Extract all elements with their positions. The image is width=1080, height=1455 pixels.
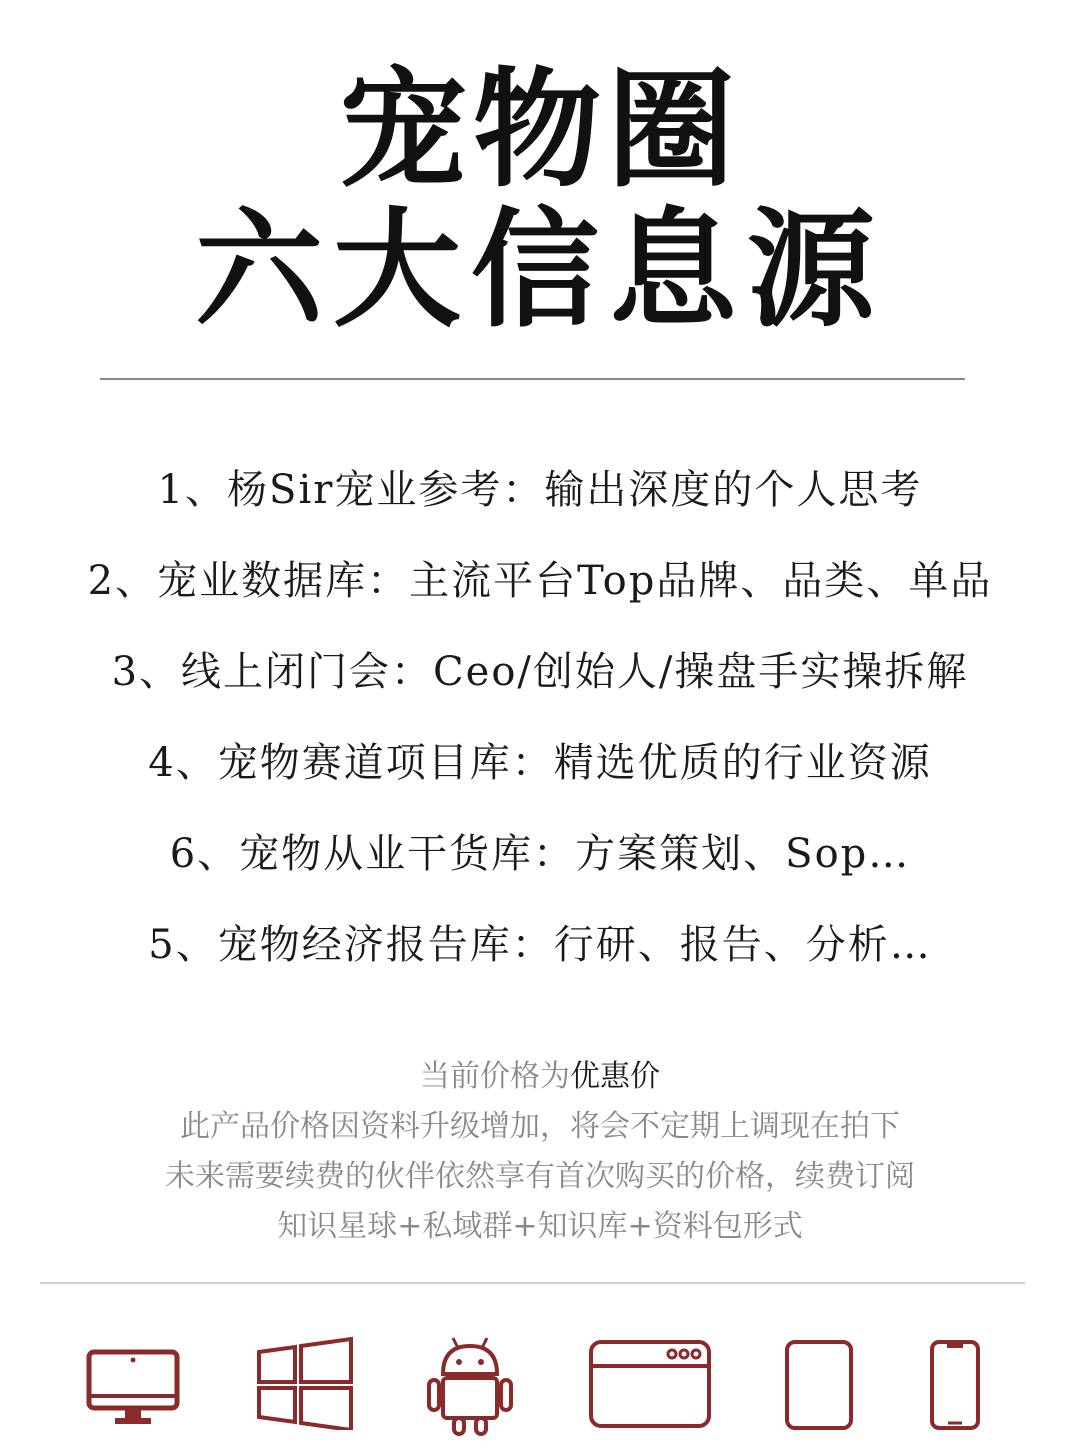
title-line-2: 六大信息源: [194, 195, 885, 345]
title-line-1: 宠物圈: [338, 55, 741, 205]
browser-icon: [588, 1330, 712, 1430]
top-divider: [100, 378, 965, 380]
list-item: 5、宠物经济报告库：行研、报告、分析…: [148, 922, 932, 968]
list-item: 6、宠物从业干货库：方案策划、Sop…: [169, 831, 911, 877]
info-source-list: [0, 455, 1080, 1001]
list-item: 4、宠物赛道项目库：精选优质的行业资源: [148, 740, 932, 786]
price-note-line-1: [0, 1052, 1080, 1102]
price-note-line-4: 知识星球+私域群+知识库+资料包形式: [277, 1209, 803, 1244]
price-note-line-2: 此产品价格因资料升级增加，将会不定期上调现在拍下: [180, 1109, 900, 1144]
phone-icon: [928, 1330, 984, 1430]
price-note: [0, 1052, 1080, 1252]
list-item: 2、宠业数据库：主流平台Top品牌、品类、单品: [87, 558, 993, 604]
list-item: 3、线上闭门会：Ceo/创始人/操盘手实操拆解: [111, 649, 969, 695]
desktop-icon: [85, 1330, 181, 1430]
price-note-line-3: 未来需要续费的伙伴依然享有首次购买的价格，续费订阅: [165, 1159, 915, 1194]
android-icon: [425, 1330, 515, 1438]
platform-icons: [0, 1330, 1080, 1450]
discount-price-label: 优惠价: [570, 1059, 660, 1094]
list-item: 1、杨Sir宠业参考：输出深度的个人思考: [157, 467, 923, 513]
price-note-prefix: 当前价格为: [420, 1059, 570, 1094]
bottom-divider: [40, 1282, 1025, 1284]
tablet-icon: [783, 1330, 857, 1430]
windows-icon: [255, 1330, 355, 1430]
